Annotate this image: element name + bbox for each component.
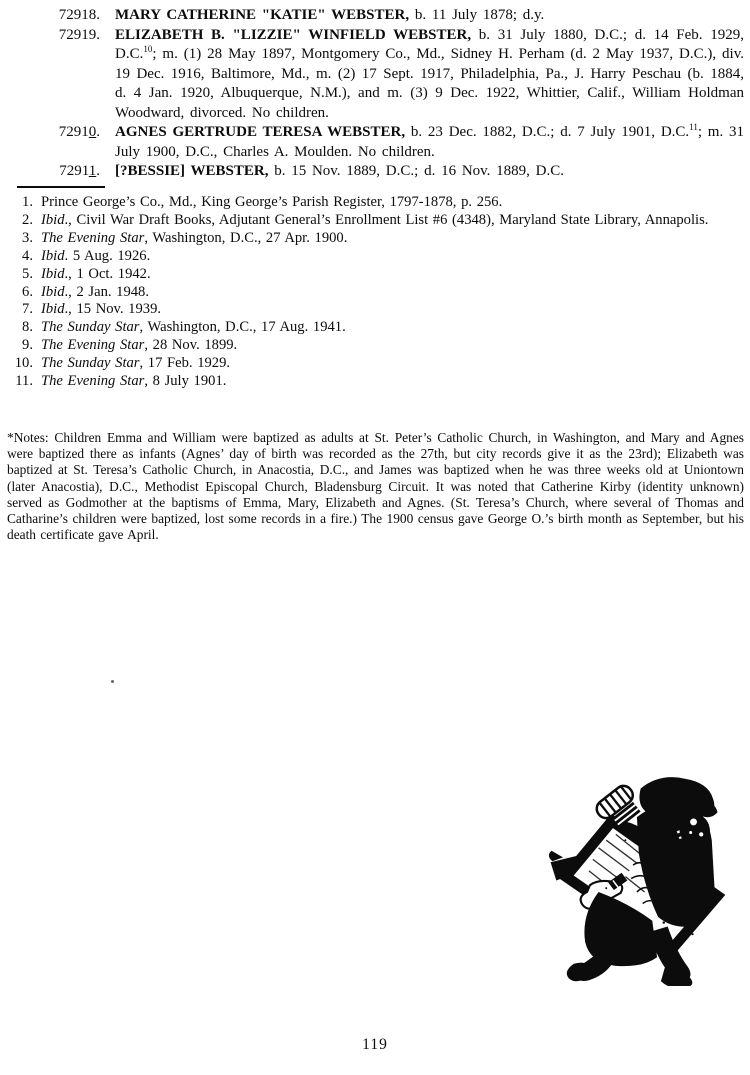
footnote-number: 11. xyxy=(15,373,33,390)
entry-number: 72910. xyxy=(58,124,100,140)
entry-number: 72911. xyxy=(59,163,100,179)
footnote-number: 2. xyxy=(22,211,33,228)
footnote-row xyxy=(0,230,742,248)
footnote-number: 9. xyxy=(22,337,33,354)
footnote-text: Prince George’s Co., Md., King George’s Parish Register, 1797-1878, p. 256. xyxy=(41,194,503,210)
footnote-row xyxy=(0,266,742,284)
footnote-text: Ibid., 1 Oct. 1942. xyxy=(41,265,151,282)
entry-text: ELIZABETH B. "LIZZIE" WINFIELD WEBSTER, b. 31 July 1880, D.C.; d. 14 Feb. 1929, D.C.$^{10}$; m. (1) 28 May 1897, Montgomery Co., Md., Sidney H. Perham (d. 2 May 1937, D.C.), div. 19 Dec. 1916, Baltimore, Md., m. (2) 17 Sept. 1917, Philadelphia, Pa., J. Harry Peschau (b. 1884, d. 4 Jan. 1920, Albuquerque, N.M.), and m. (3) 9 Dec. 1922, Whittier, Calif., William Holdman Woodward, divorced. No children. xyxy=(115,26,744,121)
entry-row xyxy=(0,6,744,26)
entry-text: MARY CATHERINE "KATIE" WEBSTER, b. 11 July 1878; d.y. xyxy=(115,7,545,23)
footnotes-list xyxy=(0,194,742,391)
entry-number: 72919. xyxy=(58,26,100,43)
footnote-row xyxy=(0,355,742,373)
footnote-text: The Evening Star, Washington, D.C., 27 Apr. 1900. xyxy=(41,229,348,246)
footnote-number: 3. xyxy=(22,229,33,246)
footnote-row xyxy=(0,301,742,319)
footnote-number: 1. xyxy=(22,194,33,210)
footnote-text: Ibid., 15 Nov. 1939. xyxy=(41,301,162,318)
entry-row xyxy=(0,26,744,124)
ink-speck xyxy=(111,680,114,683)
entry-number: 72918. xyxy=(58,7,100,23)
footnote-row xyxy=(0,337,742,355)
footnote-row xyxy=(0,212,742,230)
footnote-text: The Evening Star, 28 Nov. 1899. xyxy=(41,337,238,354)
footnote-number: 10. xyxy=(14,355,33,372)
entry-text: AGNES GERTRUDE TERESA WEBSTER, b. 23 Dec. 1882, D.C.; d. 7 July 1901, D.C.$^{11}$; m. 31 July 1900, D.C., Charles A. Moulden. No children. xyxy=(115,122,744,160)
entry-row xyxy=(0,162,744,182)
entry-row xyxy=(0,123,744,162)
notes-paragraph: *Notes: Children Emma and William were baptized as adults at St. Peter’s Catholic Church, in Washington, and Mary and Agnes were baptized there as infants (Agnes’ day of birth was recorded as the 27th, but city records give it as the 23rd); Elizabeth was baptized at St. Teresa’s Catholic Church, in Anacostia, D.C., and James was baptized when he was three weeks old at Uniontown (later Anacostia), D.C., Methodist Episcopal Church, Bladensburg Circuit. It was noted that Catherine Kirby (identity unknown) served as Godmother at the baptisms of Emma, Mary, Elizabeth and Agnes. (St. Teresa’s Church, where several of Thomas and Catharine’s children were baptized, lost some records in a fire.) The 1900 census gave George O.’s birth month as September, but his death certificate gave April. xyxy=(7,430,744,543)
footnote-separator-rule xyxy=(17,186,105,188)
footnote-text: Ibid., Civil War Draft Books, Adjutant General’s Enrollment List #6 (4348), Maryland State Library, Annapolis. xyxy=(41,211,709,228)
running-man-with-picture-frame-and-hammer-illustration xyxy=(546,773,748,986)
footnote-row xyxy=(0,248,742,266)
footnote-text: The Sunday Star, Washington, D.C., 17 Aug. 1941. xyxy=(41,319,346,336)
footnote-number: 7. xyxy=(22,301,33,318)
footnote-row xyxy=(0,373,742,391)
footnote-number: 4. xyxy=(22,247,33,264)
footnote-number: 5. xyxy=(22,265,33,282)
footnote-number: 8. xyxy=(22,319,33,336)
footnote-text: Ibid., 2 Jan. 1948. xyxy=(41,283,149,300)
entry-text: [?BESSIE] WEBSTER, b. 15 Nov. 1889, D.C.; d. 16 Nov. 1889, D.C. xyxy=(115,163,565,179)
footnote-row xyxy=(0,319,742,337)
footnote-row xyxy=(0,284,742,302)
footnote-number: 6. xyxy=(22,283,33,300)
page-number: 119 xyxy=(362,1036,388,1053)
footnote-row xyxy=(0,194,742,212)
children-entries-section xyxy=(0,6,744,182)
footnote-text: Ibid. 5 Aug. 1926. xyxy=(41,247,151,264)
footnote-text: The Sunday Star, 17 Feb. 1929. xyxy=(41,355,231,372)
footnote-text: The Evening Star, 8 July 1901. xyxy=(41,373,227,390)
